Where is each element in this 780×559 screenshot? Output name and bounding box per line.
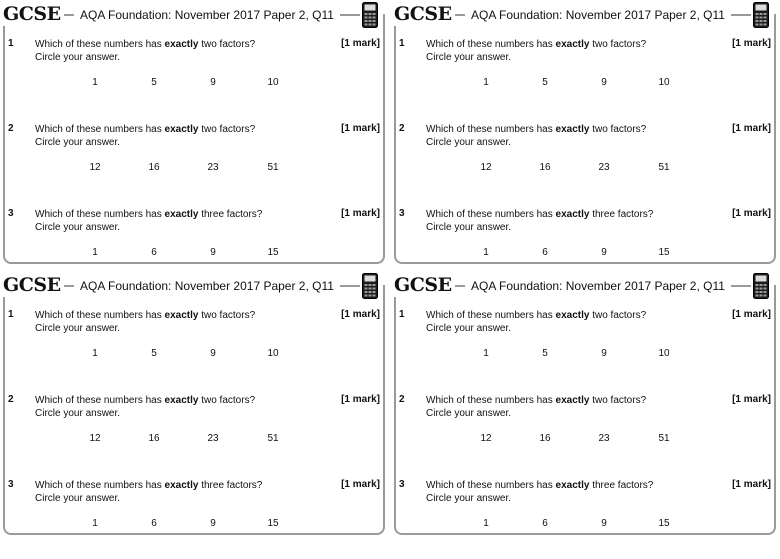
gcse-logo: GCSE (394, 273, 455, 297)
mark-allocation: [1 mark] (732, 208, 771, 219)
question-text (35, 123, 255, 149)
answer-option[interactable]: 1 (483, 518, 489, 529)
question-text (426, 38, 646, 64)
answer-option[interactable]: 16 (148, 433, 160, 444)
calculator-icon (362, 273, 378, 299)
answer-option[interactable]: 10 (658, 348, 670, 359)
question (391, 394, 780, 474)
answer-option[interactable]: 51 (658, 433, 670, 444)
question-number: 2 (399, 394, 405, 405)
question-prompt: Which of these numbers has exactly two factors? (35, 39, 256, 50)
answer-option[interactable]: 23 (207, 162, 219, 173)
mark-allocation: [1 mark] (732, 309, 771, 320)
question-prompt: Which of these numbers has exactly two factors? (426, 39, 647, 50)
question-instruction: Circle your answer. (426, 222, 512, 233)
question-text (426, 394, 646, 420)
answer-option[interactable]: 9 (601, 247, 607, 258)
answer-option[interactable]: 1 (92, 77, 98, 88)
question-instruction: Circle your answer. (426, 52, 512, 63)
question (391, 123, 780, 203)
answer-option[interactable]: 15 (267, 247, 279, 258)
question (0, 394, 390, 474)
question-text (35, 38, 255, 64)
answer-option[interactable]: 1 (92, 348, 98, 359)
answer-option[interactable]: 6 (542, 518, 548, 529)
question-card-1 (0, 0, 390, 270)
header-rule (731, 14, 751, 16)
answer-option[interactable]: 5 (542, 77, 548, 88)
answer-option[interactable]: 10 (267, 348, 279, 359)
answer-option[interactable]: 1 (92, 247, 98, 258)
question-instruction: Circle your answer. (35, 137, 121, 148)
question-prompt: Which of these numbers has exactly three factors? (35, 209, 263, 220)
answer-option[interactable]: 9 (210, 77, 216, 88)
answer-option[interactable]: 23 (598, 433, 610, 444)
paper-title: AQA Foundation: November 2017 Paper 2, Q11 (80, 279, 334, 293)
answer-option[interactable]: 9 (601, 348, 607, 359)
question-number: 3 (8, 479, 14, 490)
question (391, 309, 780, 389)
question-card-3 (0, 271, 390, 541)
question (0, 479, 390, 559)
answer-option[interactable]: 1 (483, 348, 489, 359)
question-instruction: Circle your answer. (426, 408, 512, 419)
question-text (426, 208, 653, 234)
header-rule (340, 14, 360, 16)
answer-option[interactable]: 10 (658, 77, 670, 88)
question-instruction: Circle your answer. (35, 323, 121, 334)
question-text (426, 309, 646, 335)
answer-option[interactable]: 12 (480, 162, 492, 173)
question-instruction: Circle your answer. (35, 222, 121, 233)
gcse-logo: GCSE (394, 2, 455, 26)
mark-allocation: [1 mark] (341, 208, 380, 219)
answer-option[interactable]: 6 (542, 247, 548, 258)
answer-option[interactable]: 5 (151, 348, 157, 359)
mark-allocation: [1 mark] (732, 38, 771, 49)
answer-option[interactable]: 1 (483, 247, 489, 258)
question-prompt: Which of these numbers has exactly two factors? (35, 124, 256, 135)
answer-option[interactable]: 51 (658, 162, 670, 173)
question-number: 3 (399, 479, 405, 490)
answer-option[interactable]: 5 (151, 77, 157, 88)
calculator-icon (753, 2, 769, 28)
question-number: 1 (8, 38, 14, 49)
answer-option[interactable]: 51 (267, 433, 279, 444)
question-number: 2 (8, 123, 14, 134)
question-text (35, 208, 262, 234)
question (391, 38, 780, 118)
question-number: 2 (8, 394, 14, 405)
question-instruction: Circle your answer. (426, 137, 512, 148)
question-text (35, 309, 255, 335)
question-prompt: Which of these numbers has exactly three factors? (426, 480, 654, 491)
question-instruction: Circle your answer. (35, 493, 121, 504)
answer-option[interactable]: 1 (483, 77, 489, 88)
question-text (426, 479, 653, 505)
question-instruction: Circle your answer. (426, 323, 512, 334)
answer-option[interactable]: 9 (210, 518, 216, 529)
question-number: 1 (399, 309, 405, 320)
answer-option[interactable]: 15 (267, 518, 279, 529)
answer-option[interactable]: 5 (542, 348, 548, 359)
mark-allocation: [1 mark] (341, 38, 380, 49)
mark-allocation: [1 mark] (341, 394, 380, 405)
question-prompt: Which of these numbers has exactly two factors? (35, 310, 256, 321)
paper-title: AQA Foundation: November 2017 Paper 2, Q11 (471, 279, 725, 293)
answer-option[interactable]: 23 (598, 162, 610, 173)
mark-allocation: [1 mark] (732, 394, 771, 405)
answer-option[interactable]: 16 (539, 162, 551, 173)
gcse-logo: GCSE (3, 273, 64, 297)
gcse-logo: GCSE (3, 2, 64, 26)
question-number: 3 (8, 208, 14, 219)
answer-option[interactable]: 51 (267, 162, 279, 173)
question-prompt: Which of these numbers has exactly three factors? (426, 209, 654, 220)
question-text (426, 123, 646, 149)
question-number: 3 (399, 208, 405, 219)
answer-option[interactable]: 1 (92, 518, 98, 529)
answer-option[interactable]: 9 (210, 247, 216, 258)
question (0, 309, 390, 389)
answer-option[interactable]: 15 (658, 518, 670, 529)
calculator-icon (753, 273, 769, 299)
question-prompt: Which of these numbers has exactly two factors? (35, 395, 256, 406)
question-text (35, 394, 255, 420)
question (0, 38, 390, 118)
header-rule (340, 285, 360, 287)
question-prompt: Which of these numbers has exactly three factors? (35, 480, 263, 491)
calculator-icon (362, 2, 378, 28)
mark-allocation: [1 mark] (732, 479, 771, 490)
question-instruction: Circle your answer. (426, 493, 512, 504)
mark-allocation: [1 mark] (341, 123, 380, 134)
answer-option[interactable]: 12 (89, 433, 101, 444)
answer-option[interactable]: 9 (601, 77, 607, 88)
mark-allocation: [1 mark] (341, 309, 380, 320)
question-text (35, 479, 262, 505)
answer-option[interactable]: 16 (148, 162, 160, 173)
question-card-4 (391, 271, 780, 541)
answer-option[interactable]: 6 (151, 518, 157, 529)
answer-option[interactable]: 16 (539, 433, 551, 444)
question-instruction: Circle your answer. (35, 408, 121, 419)
answer-option[interactable]: 9 (210, 348, 216, 359)
answer-option[interactable]: 9 (601, 518, 607, 529)
paper-title: AQA Foundation: November 2017 Paper 2, Q11 (80, 8, 334, 22)
answer-option[interactable]: 23 (207, 433, 219, 444)
answer-option[interactable]: 12 (89, 162, 101, 173)
question-prompt: Which of these numbers has exactly two factors? (426, 124, 647, 135)
header-rule (731, 285, 751, 287)
question-number: 2 (399, 123, 405, 134)
question-prompt: Which of these numbers has exactly two factors? (426, 395, 647, 406)
answer-option[interactable]: 6 (151, 247, 157, 258)
question-number: 1 (8, 309, 14, 320)
question-number: 1 (399, 38, 405, 49)
answer-option[interactable]: 12 (480, 433, 492, 444)
question (391, 479, 780, 559)
paper-title: AQA Foundation: November 2017 Paper 2, Q11 (471, 8, 725, 22)
mark-allocation: [1 mark] (341, 479, 380, 490)
answer-option[interactable]: 15 (658, 247, 670, 258)
answer-option[interactable]: 10 (267, 77, 279, 88)
question-instruction: Circle your answer. (35, 52, 121, 63)
mark-allocation: [1 mark] (732, 123, 771, 134)
question-prompt: Which of these numbers has exactly two factors? (426, 310, 647, 321)
question-card-2 (391, 0, 780, 270)
question (0, 123, 390, 203)
